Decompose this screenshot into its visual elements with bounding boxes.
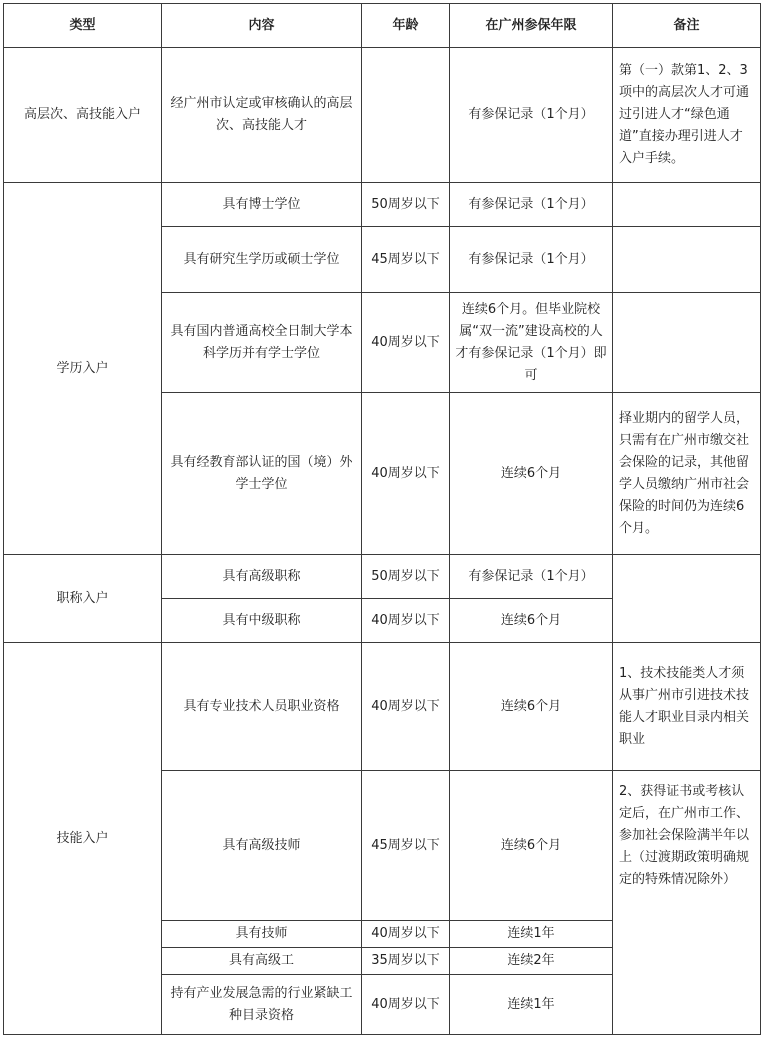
header-age: 年龄 bbox=[362, 4, 450, 48]
content-cell: 具有博士学位 bbox=[162, 183, 362, 227]
age-cell: 50周岁以下 bbox=[362, 183, 450, 227]
years-cell: 连续6个月 bbox=[450, 599, 613, 643]
type-cell: 技能入户 bbox=[4, 643, 162, 1035]
content-cell: 具有高级职称 bbox=[162, 555, 362, 599]
years-cell: 连续6个月 bbox=[450, 393, 613, 555]
age-cell: 40周岁以下 bbox=[362, 643, 450, 771]
content-cell: 经广州市认定或审核确认的高层次、高技能人才 bbox=[162, 48, 362, 183]
header-type: 类型 bbox=[4, 4, 162, 48]
content-cell: 具有高级工 bbox=[162, 948, 362, 975]
years-cell: 有参保记录（1个月） bbox=[450, 555, 613, 599]
note-cell: 1、技术技能类人才须从事广州市引进技术技能人才职业目录内相关职业 bbox=[613, 643, 761, 771]
content-cell: 具有经教育部认证的国（境）外学士学位 bbox=[162, 393, 362, 555]
note-cell bbox=[613, 227, 761, 293]
years-cell: 连续6个月。但毕业院校属“双一流”建设高校的人才有参保记录（1个月）即可 bbox=[450, 293, 613, 393]
age-cell: 35周岁以下 bbox=[362, 948, 450, 975]
age-cell: 40周岁以下 bbox=[362, 393, 450, 555]
content-cell: 具有国内普通高校全日制大学本科学历并有学士学位 bbox=[162, 293, 362, 393]
type-cell: 学历入户 bbox=[4, 183, 162, 555]
age-cell: 45周岁以下 bbox=[362, 771, 450, 921]
content-cell: 具有技师 bbox=[162, 921, 362, 948]
years-cell: 连续6个月 bbox=[450, 643, 613, 771]
years-cell: 有参保记录（1个月） bbox=[450, 227, 613, 293]
note-cell bbox=[613, 555, 761, 643]
years-cell: 连续1年 bbox=[450, 975, 613, 1035]
age-cell: 50周岁以下 bbox=[362, 555, 450, 599]
years-cell: 有参保记录（1个月） bbox=[450, 48, 613, 183]
age-cell: 40周岁以下 bbox=[362, 599, 450, 643]
years-cell: 有参保记录（1个月） bbox=[450, 183, 613, 227]
note-cell: 第（一）款第1、2、3项中的高层次人才可通过引进人才“绿色通道”直接办理引进人才入户手续。 bbox=[613, 48, 761, 183]
table-row bbox=[4, 643, 761, 771]
type-cell: 高层次、高技能入户 bbox=[4, 48, 162, 183]
header-notes: 备注 bbox=[613, 4, 761, 48]
header-content: 内容 bbox=[162, 4, 362, 48]
type-cell: 职称入户 bbox=[4, 555, 162, 643]
header-row bbox=[4, 4, 761, 48]
household-registration-table bbox=[3, 3, 761, 1035]
table-row bbox=[4, 555, 761, 599]
content-cell: 具有专业技术人员职业资格 bbox=[162, 643, 362, 771]
header-years: 在广州参保年限 bbox=[450, 4, 613, 48]
age-cell: 45周岁以下 bbox=[362, 227, 450, 293]
table-row bbox=[4, 183, 761, 227]
note-cell: 2、获得证书或考核认定后，在广州市工作、参加社会保险满半年以上（过渡期政策明确规定的特殊情况除外） bbox=[613, 771, 761, 1035]
table-row bbox=[4, 48, 761, 183]
age-cell: 40周岁以下 bbox=[362, 921, 450, 948]
years-cell: 连续2年 bbox=[450, 948, 613, 975]
note-cell: 择业期内的留学人员，只需有在广州市缴交社会保险的记录，其他留学人员缴纳广州市社会保险的时间仍为连续6个月。 bbox=[613, 393, 761, 555]
content-cell: 具有中级职称 bbox=[162, 599, 362, 643]
note-cell bbox=[613, 183, 761, 227]
content-cell: 具有研究生学历或硕士学位 bbox=[162, 227, 362, 293]
note-cell bbox=[613, 293, 761, 393]
years-cell: 连续1年 bbox=[450, 921, 613, 948]
content-cell: 持有产业发展急需的行业紧缺工种目录资格 bbox=[162, 975, 362, 1035]
content-cell: 具有高级技师 bbox=[162, 771, 362, 921]
age-cell: 40周岁以下 bbox=[362, 293, 450, 393]
age-cell bbox=[362, 48, 450, 183]
age-cell: 40周岁以下 bbox=[362, 975, 450, 1035]
years-cell: 连续6个月 bbox=[450, 771, 613, 921]
